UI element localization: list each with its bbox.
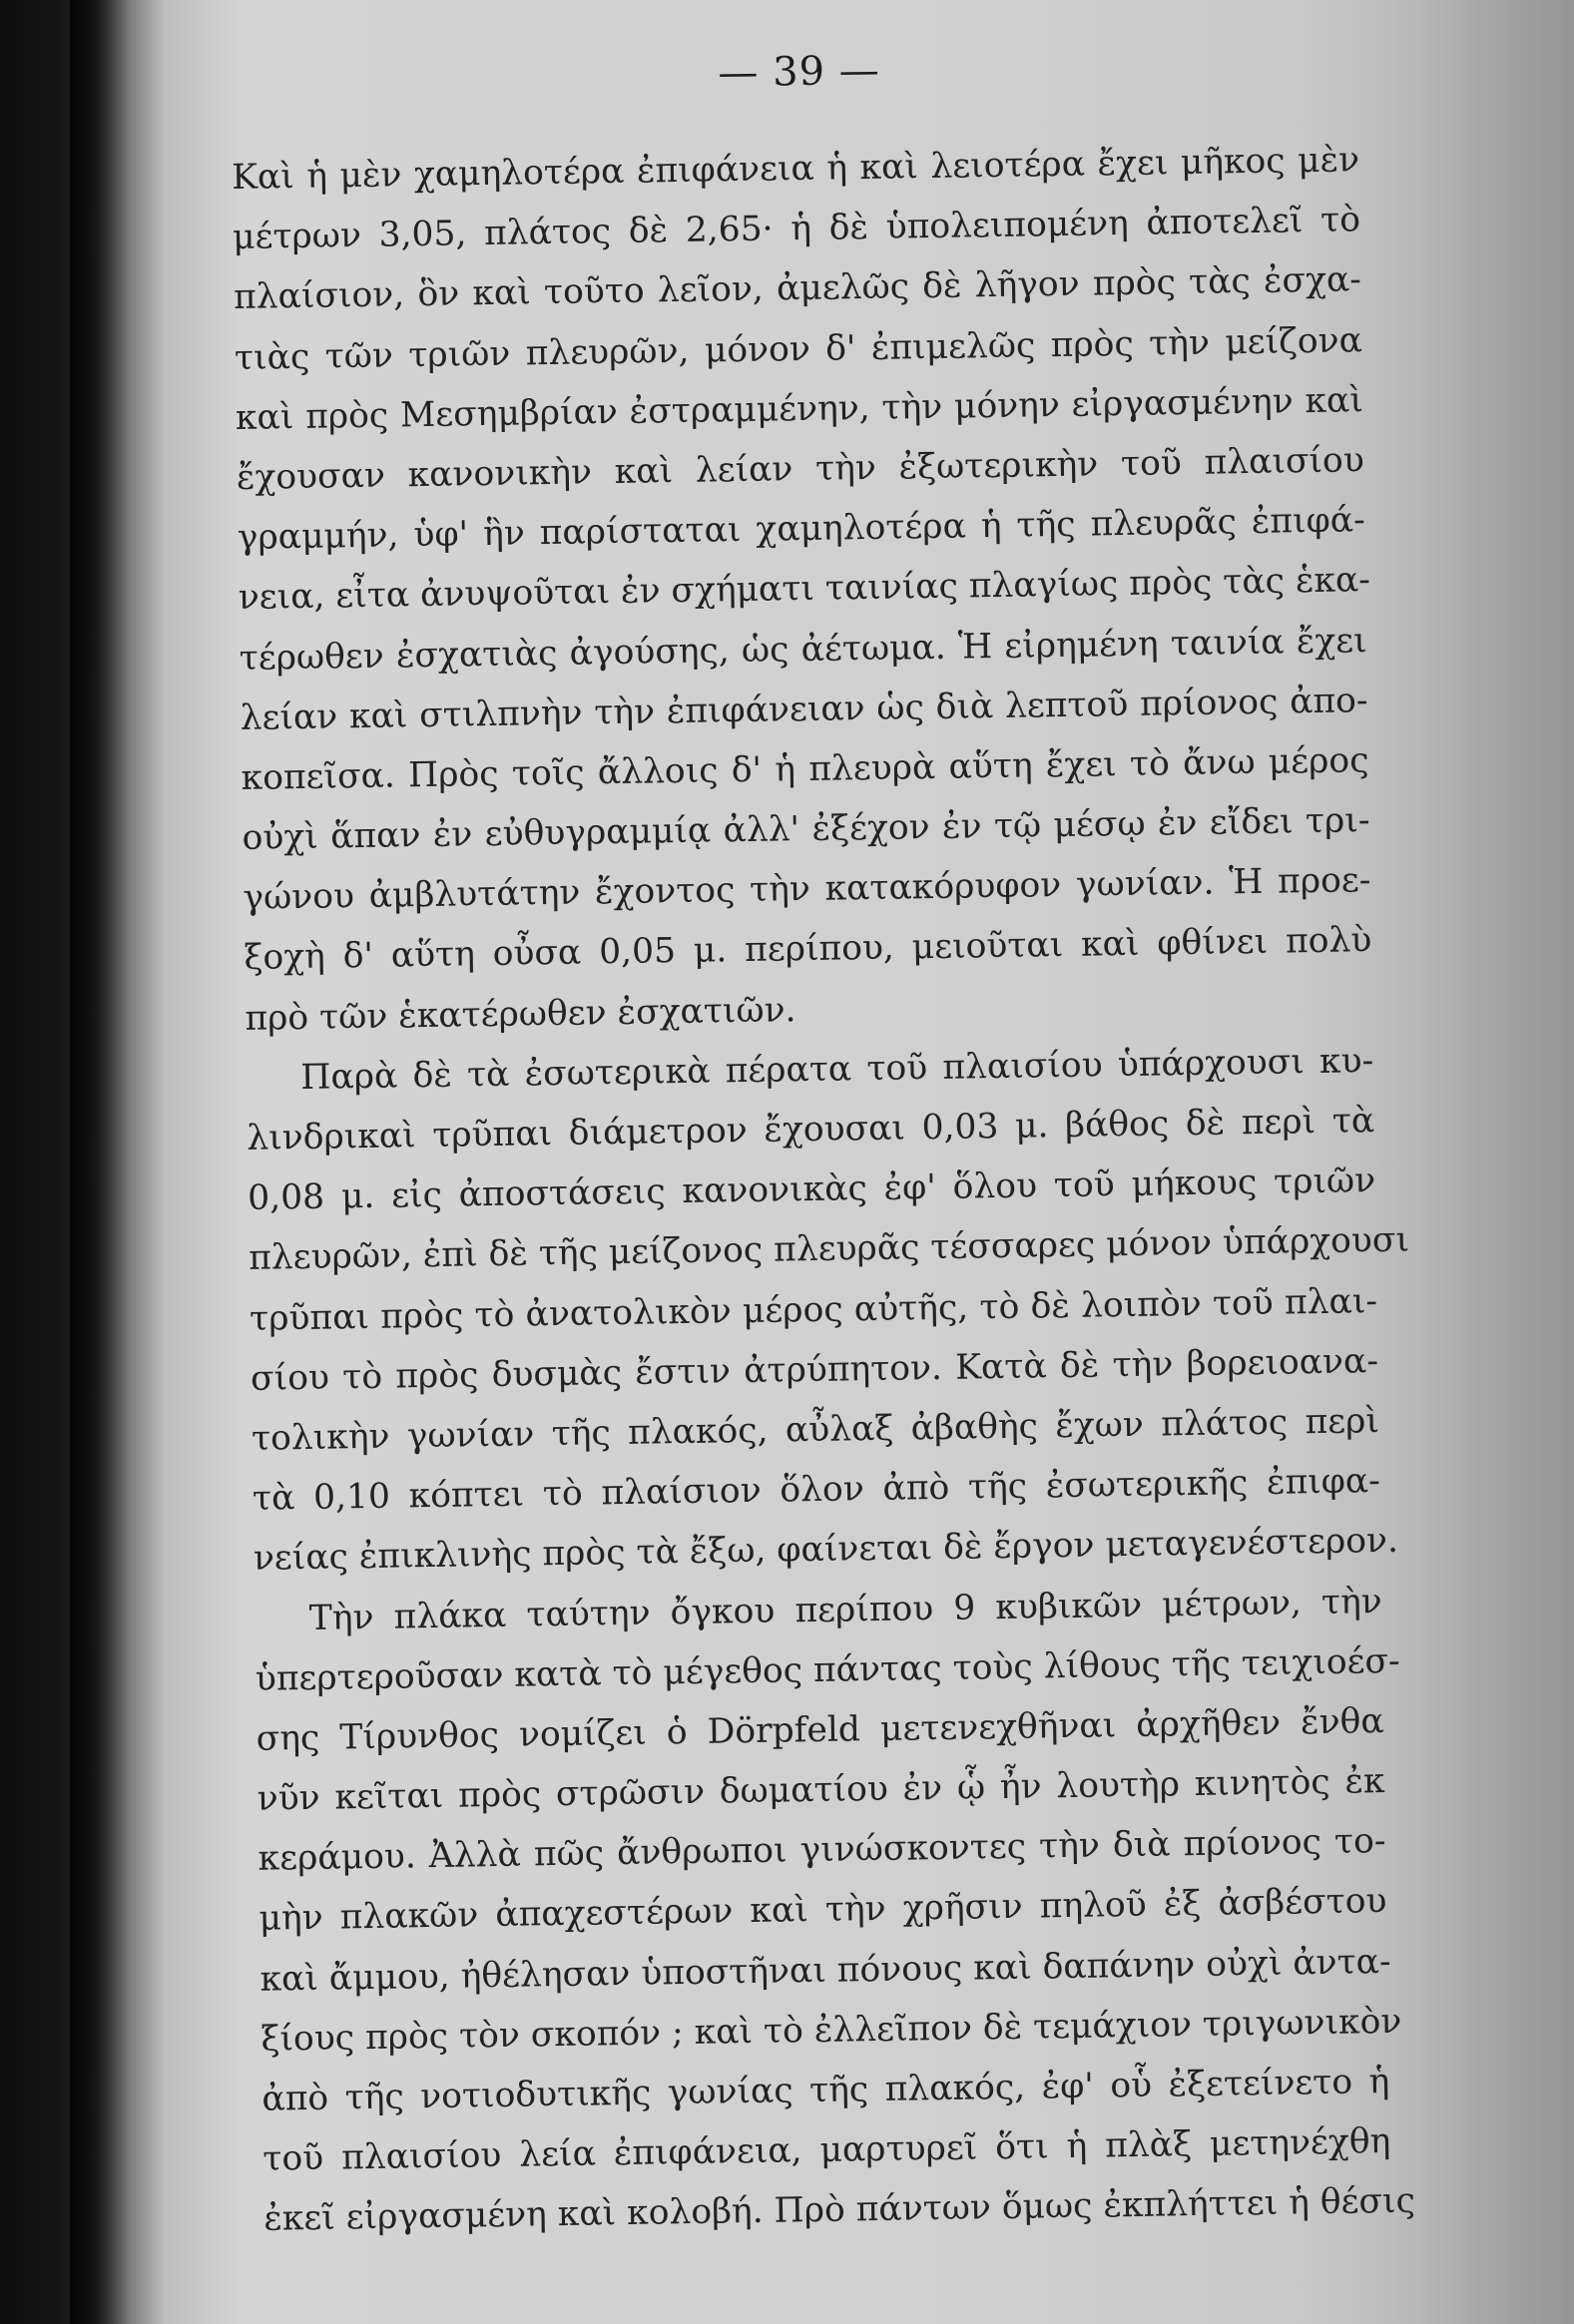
text-line: μὴν πλακῶν ἀπαχεστέρων καὶ τὴν χρῆσιν πηλοῦ ἐξ ἀσβέστου [259, 1881, 1387, 1940]
text-line: τρῦπαι πρὸς τὸ ἀνατολικὸν μέρος αὐτῆς, τὸ δὲ λοιπὸν τοῦ πλαι- [249, 1280, 1378, 1339]
text-line: μέτρων 3,05, πλάτος δὲ 2,65· ἡ δὲ ὑπολειπομένη ἀποτελεῖ τὸ [232, 200, 1361, 258]
text-line: τολικὴν γωνίαν τῆς πλακός, αὖλαξ ἀβαθὴς ἔχων πλάτος περὶ [251, 1401, 1380, 1459]
text-line: σίου τὸ πρὸς δυσμὰς ἔστιν ἀτρύπητον. Κατὰ δὲ τὴν βορειοανα- [250, 1340, 1379, 1399]
text-line: λείαν καὶ στιλπνὴν τὴν ἐπιφάνειαν ὡς διὰ λεπτοῦ πρίονος ἀπο- [240, 680, 1368, 738]
text-line: οὐχὶ ἅπαν ἐν εὐθυγραμμίᾳ ἀλλ' ἐξέχον ἐν τῷ μέσῳ ἐν εἴδει τρι- [242, 800, 1370, 858]
text-line: καὶ πρὸς Μεσημβρίαν ἐστραμμένην, τὴν μόνην εἰργασμένην καὶ [235, 379, 1364, 438]
book-spine-shadow [70, 0, 130, 2324]
text-line: πλαίσιον, ὃν καὶ τοῦτο λεῖον, ἀμελῶς δὲ λῆγον πρὸς τὰς ἐσχα- [233, 259, 1362, 318]
text-line: τέρωθεν ἐσχατιὰς ἀγούσης, ὡς ἀέτωμα. Ἡ εἰρημένη ταινία ἔχει [239, 620, 1367, 679]
text-line: τιὰς τῶν τριῶν πλευρῶν, μόνον δ' ἐπιμελῶς πρὸς τὴν μείζονα [234, 319, 1363, 378]
text-line: κοπεῖσα. Πρὸς τοῖς ἄλλοις δ' ἡ πλευρὰ αὕτη ἔχει τὸ ἄνω μέρος [241, 740, 1369, 798]
text-line: ὑπερτεροῦσαν κατὰ τὸ μέγεθος πάντας τοὺς λίθους τῆς τειχιοέσ- [255, 1640, 1400, 1699]
page-number: — 39 — [718, 47, 881, 97]
text-line: νεια, εἶτα ἀνυψοῦται ἐν σχήματι ταινίας πλαγίως πρὸς τὰς ἑκα- [238, 560, 1371, 619]
text-line: ξοχὴ δ' αὕτη οὖσα 0,05 μ. περίπου, μειοῦται καὶ φθίνει πολὺ [244, 920, 1372, 979]
text-line: ἔχουσαν κανονικὴν καὶ λείαν τὴν ἐξωτερικὴν τοῦ πλαισίου [236, 440, 1365, 498]
text-line: λινδρικαὶ τρῦπαι διάμετρον ἔχουσαι 0,03 μ. βάθος δὲ περὶ τὰ [246, 1101, 1375, 1159]
text-line: ξίους πρὸς τὸν σκοπόν ; καὶ τὸ ἐλλεῖπον δὲ τεμάχιον τριγωνικὸν [261, 2001, 1402, 2060]
text-line: Τὴν πλάκα ταύτην ὄγκου περίπου 9 κυβικῶν μέτρων, τὴν [308, 1581, 1383, 1638]
text-line: πλευρῶν, ἐπὶ δὲ τῆς μείζονος πλευρᾶς τέσσαρες μόνον ὑπάρχουσι [248, 1219, 1410, 1279]
text-line: νείας ἐπικλινὴς πρὸς τὰ ἔξω, φαίνεται δὲ ἔργον μεταγενέστερον. [253, 1521, 1399, 1580]
text-line: γώνου ἀμβλυτάτην ἔχοντος τὴν κατακόρυφον γωνίαν. Ἡ προε- [243, 860, 1371, 919]
text-line: Παρὰ δὲ τὰ ἐσωτερικὰ πέρατα τοῦ πλαισίου ὑπάρχουσι κυ- [300, 1040, 1374, 1098]
text-line: τὰ 0,10 κόπτει τὸ πλαίσιον ὅλον ἀπὸ τῆς ἐσωτερικῆς ἐπιφα- [252, 1461, 1381, 1519]
text-line: σης Τίρυνθος νομίζει ὁ Dörpfeld μετενεχθῆναι ἀρχῆθεν ἔνθα [256, 1700, 1384, 1759]
body-text [231, 130, 1416, 2249]
text-line: καὶ ἄμμου, ἠθέλησαν ὑποστῆναι πόνους καὶ δαπάνην οὐχὶ ἀντα- [260, 1941, 1391, 2000]
text-line: γραμμήν, ὑφ' ἣν παρίσταται χαμηλοτέρα ἡ τῆς πλευρᾶς ἐπιφά- [237, 500, 1366, 559]
text-line: Καὶ ἡ μὲν χαμηλοτέρα ἐπιφάνεια ἡ καὶ λειοτέρα ἔχει μῆκος μὲν [231, 140, 1360, 198]
book-page [230, 22, 1416, 2274]
text-line: πρὸ τῶν ἑκατέρωθεν ἐσχατιῶν. [245, 989, 796, 1039]
text-line: νῦν κεῖται πρὸς στρῶσιν δωματίου ἐν ᾧ ἦν λουτὴρ κινητὸς ἐκ [257, 1761, 1385, 1819]
text-line: τοῦ πλαισίου λεία ἐπιφάνεια, μαρτυρεῖ ὅτι ἡ πλὰξ μετηνέχθη [262, 2121, 1391, 2179]
text-line: ἐκεῖ εἰργασμένη καὶ κολοβή. Πρὸ πάντων ὅμως ἐκπλήττει ἡ θέσις [262, 2180, 1416, 2240]
text-line: ἀπὸ τῆς νοτιοδυτικῆς γωνίας τῆς πλακός, ἐφ' οὗ ἐξετείνετο ἡ [262, 2061, 1390, 2119]
text-line: κεράμου. Ἀλλὰ πῶς ἄνθρωποι γινώσκοντες τὴν διὰ πρίονος το- [258, 1821, 1386, 1880]
text-line: 0,08 μ. εἰς ἀποστάσεις κανονικὰς ἐφ' ὅλου τοῦ μήκους τριῶν [247, 1161, 1376, 1219]
